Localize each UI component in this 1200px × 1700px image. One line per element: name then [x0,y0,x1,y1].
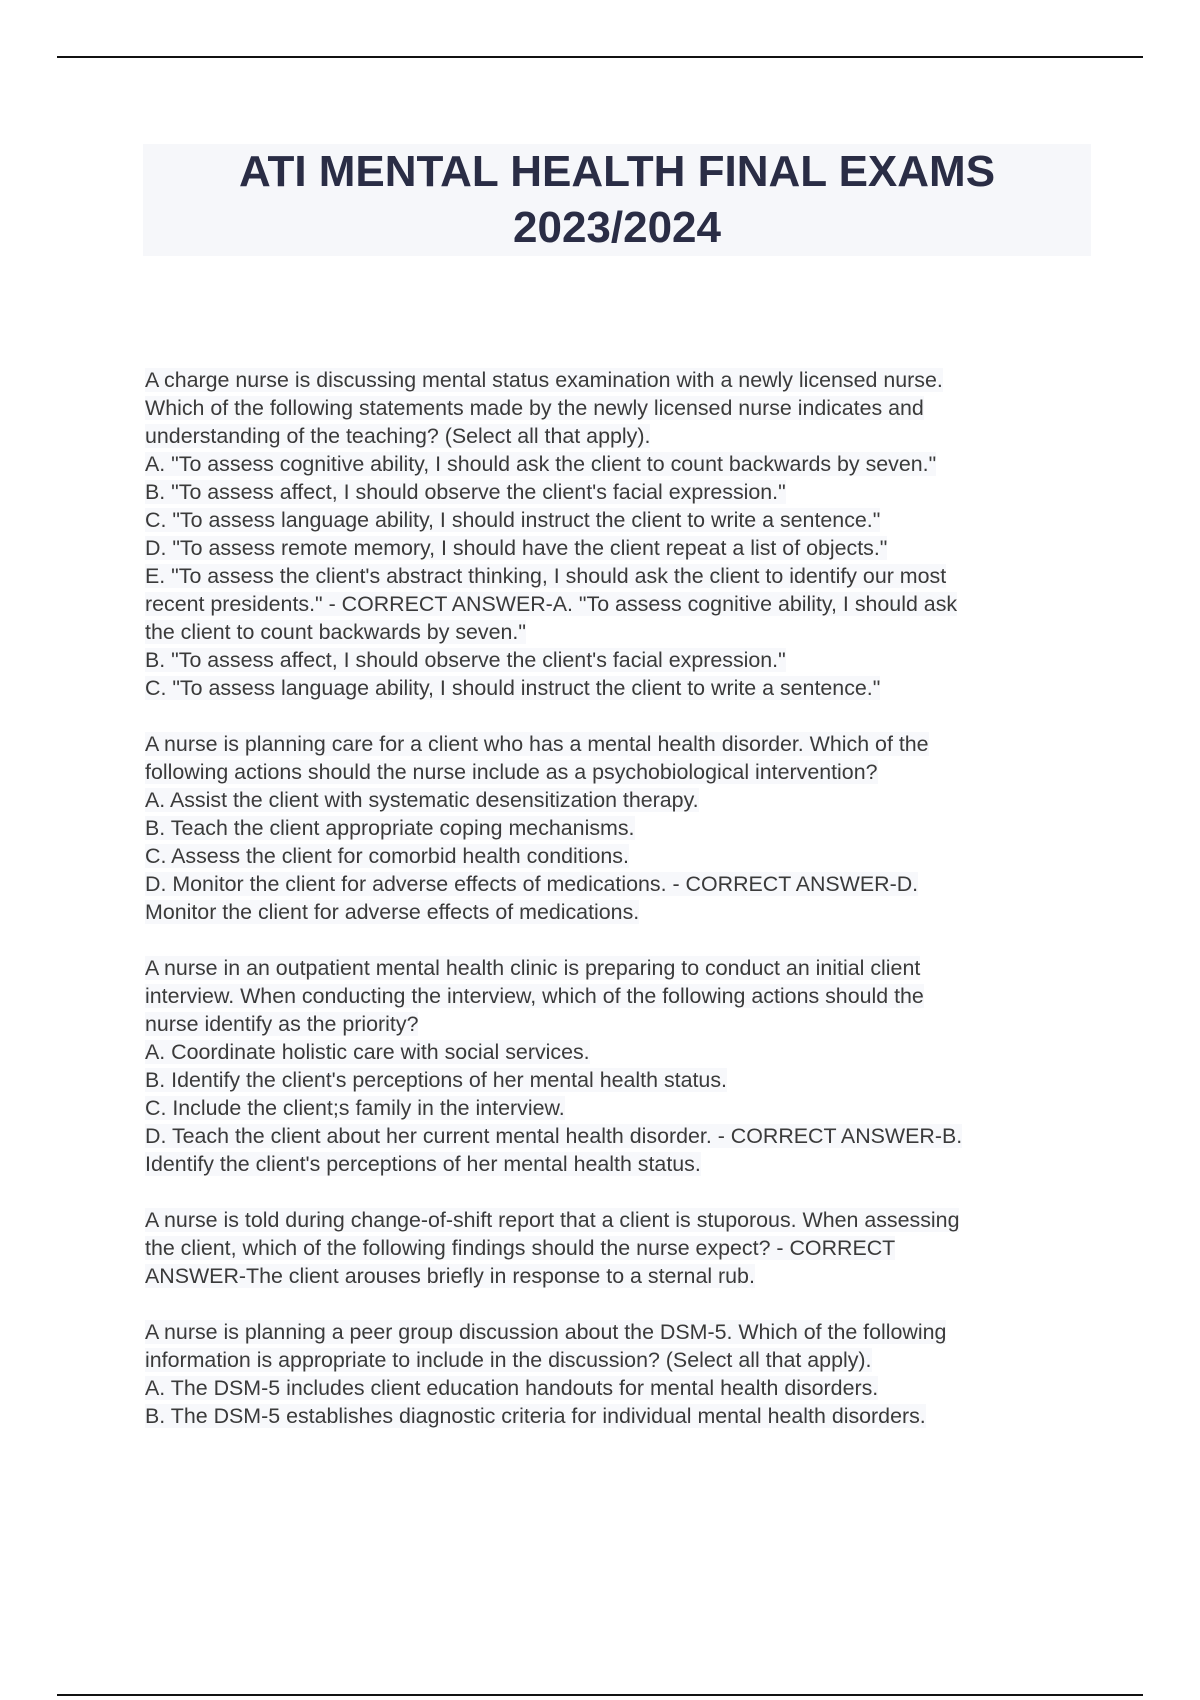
text-line [145,786,1105,814]
text-line-content: B. "To assess affect, I should observe the client's facial expression." [145,648,786,672]
question-list [145,366,1105,1458]
text-line [145,870,1105,898]
text-line [145,618,1105,646]
text-line [145,646,1105,674]
text-line-content: C. "To assess language ability, I should instruct the client to write a sentence." [145,676,881,700]
top-rule [57,56,1143,58]
title-line-2: 2023/2024 [513,203,721,252]
text-line-content: recent presidents." - CORRECT ANSWER-A. "To assess cognitive ability, I should ask [145,592,958,616]
text-line-content: Which of the following statements made by the newly licensed nurse indicates and [145,396,924,420]
text-line [145,1094,1105,1122]
question-block [145,730,1105,926]
question-block [145,366,1105,702]
text-line-content: the client to count backwards by seven." [145,620,526,644]
text-line [145,730,1105,758]
text-line [145,422,1105,450]
text-line [145,1010,1105,1038]
text-line-content: A nurse in an outpatient mental health clinic is preparing to conduct an initial client [145,956,921,980]
text-line [145,1318,1105,1346]
question-block [145,954,1105,1178]
text-line [145,674,1105,702]
text-line-content: information is appropriate to include in the discussion? (Select all that apply). [145,1348,872,1372]
text-line [145,982,1105,1010]
text-line [145,366,1105,394]
text-line [145,1262,1105,1290]
text-line [145,758,1105,786]
text-line-content: B. Identify the client's perceptions of her mental health status. [145,1068,727,1092]
text-line [145,814,1105,842]
text-line-content: A nurse is planning a peer group discussion about the DSM-5. Which of the following [145,1320,947,1344]
text-line [145,590,1105,618]
bottom-rule [57,1694,1143,1696]
text-line-content: C. Assess the client for comorbid health conditions. [145,844,629,868]
text-line [145,1206,1105,1234]
text-line [145,534,1105,562]
text-line [145,1122,1105,1150]
text-line-content: A. "To assess cognitive ability, I should ask the client to count backwards by seven." [145,452,937,476]
text-line [145,1150,1105,1178]
text-line-content: A. Assist the client with systematic desensitization therapy. [145,788,699,812]
text-line-content: C. "To assess language ability, I should instruct the client to write a sentence." [145,508,881,532]
text-line-content: understanding of the teaching? (Select all that apply). [145,424,651,448]
text-line [145,898,1105,926]
text-line-content: A nurse is planning care for a client who has a mental health disorder. Which of the [145,732,929,756]
text-line-content: following actions should the nurse include as a psychobiological intervention? [145,760,878,784]
text-line [145,1066,1105,1094]
text-line [145,842,1105,870]
question-block [145,1206,1105,1290]
text-line-content: Monitor the client for adverse effects of medications. [145,900,640,924]
text-line [145,478,1105,506]
text-line-content: D. Teach the client about her current mental health disorder. - CORRECT ANSWER-B. [145,1124,963,1148]
question-block [145,1318,1105,1430]
text-line [145,1346,1105,1374]
text-line-content: A. The DSM-5 includes client education handouts for mental health disorders. [145,1376,879,1400]
text-line-content: ANSWER-The client arouses briefly in response to a sternal rub. [145,1264,755,1288]
text-line-content: the client, which of the following findings should the nurse expect? - CORRECT [145,1236,896,1260]
text-line [145,954,1105,982]
text-line [145,1234,1105,1262]
document-title [143,144,1091,256]
text-line-content: A. Coordinate holistic care with social services. [145,1040,590,1064]
text-line-content: A charge nurse is discussing mental status examination with a newly licensed nurse. [145,368,943,392]
text-line-content: interview. When conducting the interview, which of the following actions should the [145,984,924,1008]
text-line-content: D. "To assess remote memory, I should have the client repeat a list of objects." [145,536,888,560]
text-line [145,1038,1105,1066]
text-line [145,562,1105,590]
text-line-content: Identify the client's perceptions of her mental health status. [145,1152,701,1176]
text-line [145,450,1105,478]
text-line-content: B. The DSM-5 establishes diagnostic criteria for individual mental health disorders. [145,1404,926,1428]
text-line-content: B. "To assess affect, I should observe the client's facial expression." [145,480,786,504]
text-line [145,394,1105,422]
text-line-content: D. Monitor the client for adverse effects of medications. - CORRECT ANSWER-D. [145,872,919,896]
text-line [145,506,1105,534]
title-line-1: ATI MENTAL HEALTH FINAL EXAMS [238,147,996,196]
text-line-content: E. "To assess the client's abstract thinking, I should ask the client to identify our most [145,564,947,588]
text-line-content: A nurse is told during change-of-shift report that a client is stuporous. When assessing [145,1208,960,1232]
text-line-content: C. Include the client;s family in the interview. [145,1096,565,1120]
text-line [145,1402,1105,1430]
text-line [145,1374,1105,1402]
text-line-content: B. Teach the client appropriate coping mechanisms. [145,816,635,840]
text-line-content: nurse identify as the priority? [145,1012,419,1036]
